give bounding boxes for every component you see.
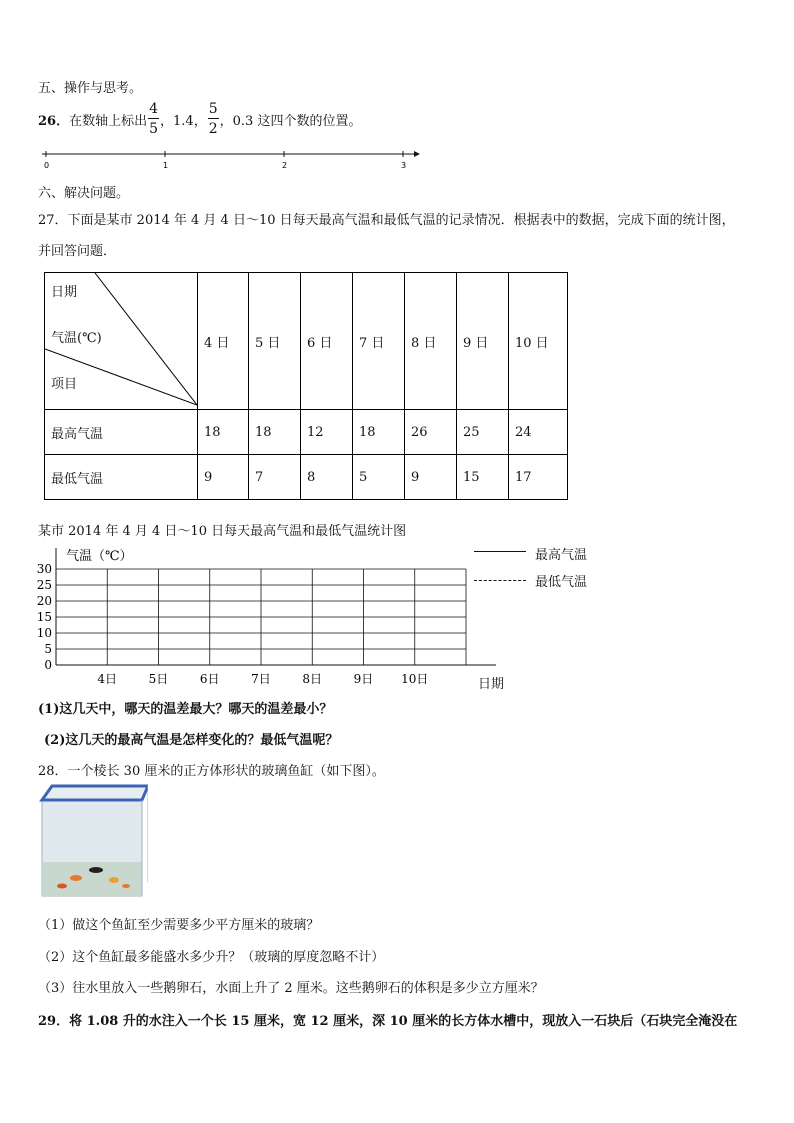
chart-y-tick: 5 [44, 642, 52, 656]
fish-icon [122, 884, 130, 888]
table-cell: 18 [198, 410, 249, 455]
chart-y-tick: 0 [44, 658, 52, 672]
day-header: 6 日 [301, 273, 353, 410]
header-item-label: 项目 [51, 377, 78, 392]
table-cell: 5 [353, 455, 405, 500]
q28-sub-question-2: （2）这个鱼缸最多能盛水多少升？（玻璃的厚度忽略不计） [38, 950, 385, 965]
fraction-5-2 [208, 102, 219, 136]
q26-number: 26． [38, 113, 70, 129]
day-header: 5 日 [249, 273, 301, 410]
tank-water-bottom [42, 862, 142, 896]
q27-line-1: 27．下面是某市 2014 年 4 月 4 日～10 日每天最高气温和最低气温的记录情况．根据表中的数据，完成下面的统计图， [38, 213, 735, 228]
chart-y-tick: 10 [36, 626, 52, 640]
fraction-4-5 [148, 102, 159, 136]
number-line-label: 3 [401, 161, 407, 170]
chart-y-axis-label: 气温（℃） [66, 549, 133, 564]
table-cell: 8 [301, 455, 353, 500]
q26-prefix: 在数轴上标出 [69, 113, 148, 129]
fraction-numerator: 5 [208, 101, 218, 117]
chart-y-tick: 30 [36, 562, 52, 576]
chart-y-tick: 25 [36, 578, 52, 592]
table-cell: 18 [249, 410, 301, 455]
legend-label-high: 最高气温 [535, 548, 588, 563]
section-6-title: 六、解决问题。 [38, 186, 130, 201]
chart-caption: 某市 2014 年 4 月 4 日～10 日每天最高气温和最低气温统计图 [38, 524, 407, 539]
question-26 [38, 102, 361, 136]
q26-suffix: ，0.3 这四个数的位置。 [219, 113, 362, 129]
table-row [45, 455, 568, 500]
chart-x-tick-labels [97, 672, 428, 686]
chart-x-tick: 6日 [199, 672, 220, 686]
chart-y-tick: 20 [36, 594, 52, 608]
table-cell: 17 [509, 455, 568, 500]
chart-x-tick: 7日 [251, 672, 271, 686]
q28-sub-question-1: （1）做这个鱼缸至少需要多少平方厘米的玻璃？ [38, 918, 320, 933]
table-cell: 25 [457, 410, 509, 455]
section-5-title: 五、操作与思考。 [38, 81, 143, 96]
chart-x-tick: 8日 [302, 672, 323, 686]
number-line-label: 2 [282, 161, 288, 170]
number-line-label: 1 [163, 161, 169, 170]
chart-y-tick-labels [37, 562, 52, 672]
table-cell: 26 [405, 410, 457, 455]
table-cell: 12 [301, 410, 353, 455]
fish-icon [89, 867, 103, 873]
number-line [36, 146, 426, 172]
chart-x-tick: 4日 [97, 672, 118, 686]
row-label: 最低气温 [45, 455, 198, 500]
fraction-numerator: 4 [149, 101, 159, 117]
day-header: 7 日 [353, 273, 405, 410]
fish-icon [109, 877, 119, 883]
temperature-table [44, 272, 568, 500]
number-line-arrow [414, 151, 420, 157]
q28-sub-question-3: （3）往水里放入一些鹅卵石，水面上升了 2 厘米。这些鹅卵石的体积是多少立方厘米？ [38, 981, 544, 996]
q29-line-1: 29．将 1.08 升的水注入一个长 15 厘米，宽 12 厘米，深 10 厘米的长方体水槽中，现放入一石块后（石块完全淹没在 [38, 1014, 738, 1029]
legend-label-low: 最低气温 [535, 575, 588, 590]
chart-x-tick: 9日 [353, 672, 374, 686]
table-corner-cell [45, 273, 198, 410]
chart-x-tick: 5日 [148, 672, 169, 686]
day-header: 8 日 [405, 273, 457, 410]
fish-tank-image [36, 782, 148, 900]
fish-icon [70, 875, 82, 881]
chart-y-tick: 15 [36, 610, 52, 624]
table-cell: 9 [198, 455, 249, 500]
table-cell: 7 [249, 455, 301, 500]
header-date-label: 日期 [51, 285, 78, 300]
fish-icon [57, 884, 67, 889]
table-row [45, 410, 568, 455]
table-cell: 9 [405, 455, 457, 500]
fraction-denominator: 2 [208, 121, 218, 137]
legend-solid-line [474, 551, 526, 552]
header-temp-label: 气温(℃) [51, 331, 102, 346]
day-header: 10 日 [509, 273, 568, 410]
chart-grid [56, 548, 496, 665]
row-label: 最高气温 [45, 410, 198, 455]
fraction-denominator: 5 [149, 121, 159, 137]
table-cell: 15 [457, 455, 509, 500]
legend-dashed-line [474, 580, 526, 581]
table-header-row [45, 273, 568, 410]
q28-title: 28．一个棱长 30 厘米的正方体形状的玻璃鱼缸（如下图）。 [38, 764, 385, 779]
q26-separator: ，1.4， [160, 113, 207, 129]
tank-top-frame [42, 786, 148, 800]
q27-sub-question-1: (1)这几天中，哪天的温差最大？哪天的温差最小？ [38, 702, 333, 717]
q27-sub-question-2: (2)这几天的最高气温是怎样变化的？最低气温呢？ [44, 733, 339, 748]
chart-x-axis-label: 日期 [478, 677, 505, 692]
chart-x-tick: 10日 [401, 672, 429, 686]
temperature-chart [30, 540, 520, 692]
day-header: 9 日 [457, 273, 509, 410]
q27-line-2: 并回答问题． [38, 244, 117, 259]
table-cell: 24 [509, 410, 568, 455]
table-cell: 18 [353, 410, 405, 455]
day-header: 4 日 [198, 273, 249, 410]
number-line-label: 0 [44, 161, 50, 170]
